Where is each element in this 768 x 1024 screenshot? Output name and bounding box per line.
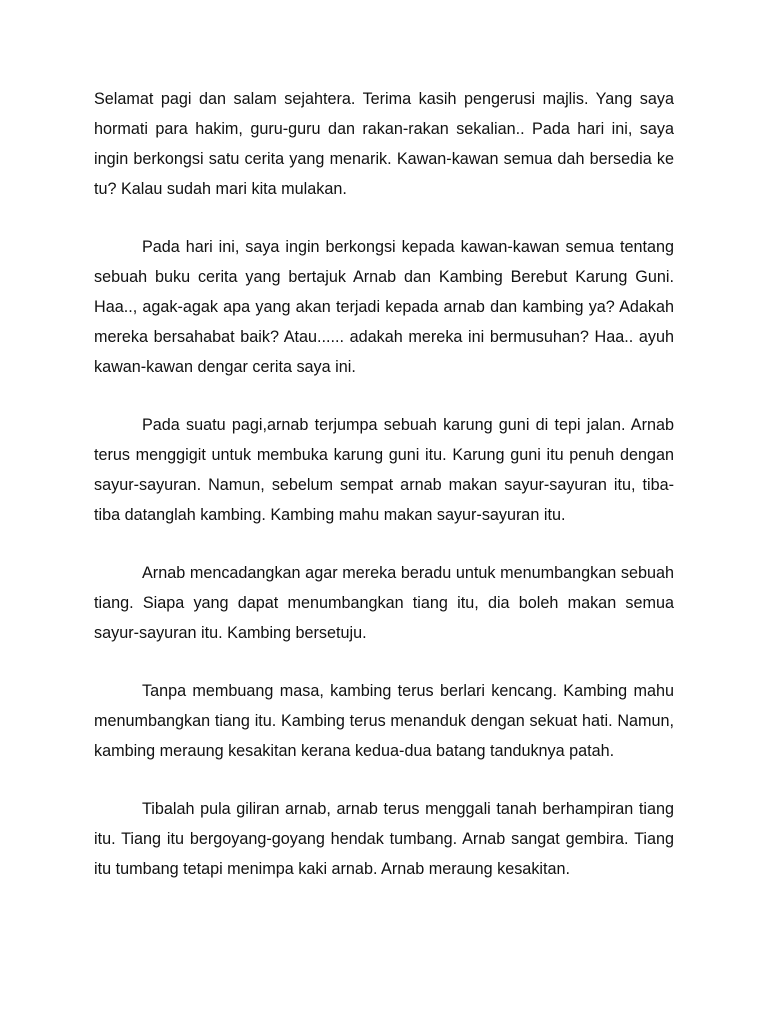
paragraph-story-start: Pada suatu pagi,arnab terjumpa sebuah karung guni di tepi jalan. Arnab terus menggigit untuk membuka karung guni itu. Karung guni itu penuh dengan sayur-sayuran. Namun, sebelum sempat arnab makan sayur-sayuran itu, tiba-tiba datanglah kambing. Kambing mahu makan sayur-sayuran itu. (94, 416, 674, 524)
paragraph-introduction: Pada hari ini, saya ingin berkongsi kepada kawan-kawan semua tentang sebuah buku cerita yang bertajuk Arnab dan Kambing Berebut Karung Guni. Haa.., agak-agak apa yang akan terjadi kepada arnab dan kambing ya? Adakah mereka bersahabat baik? Atau...... adakah mereka ini bermusuhan? Haa.. ayuh kawan-kawan dengar cerita saya ini. (94, 238, 674, 376)
paragraph-challenge: Arnab mencadangkan agar mereka beradu untuk menumbangkan sebuah tiang. Siapa yang dapat menumbangkan tiang itu, dia boleh makan semua sayur-sayuran itu. Kambing bersetuju. (94, 564, 674, 642)
paragraph-goat-attempt: Tanpa membuang masa, kambing terus berlari kencang. Kambing mahu menumbangkan tiang itu. Kambing terus menanduk dengan sekuat hati. Namun, kambing meraung kesakitan kerana kedua-dua batang tanduknya patah. (94, 682, 674, 760)
document-body (94, 84, 674, 912)
paragraph-greeting: Selamat pagi dan salam sejahtera. Terima kasih pengerusi majlis. Yang saya hormati para hakim, guru-guru dan rakan-rakan sekalian.. Pada hari ini, saya ingin berkongsi satu cerita yang menarik. Kawan-kawan semua dah bersedia ke tu? Kalau sudah mari kita mulakan. (94, 90, 674, 198)
paragraph-rabbit-attempt: Tibalah pula giliran arnab, arnab terus menggali tanah berhampiran tiang itu. Tiang itu bergoyang-goyang hendak tumbang. Arnab sangat gembira. Tiang itu tumbang tetapi menimpa kaki arnab. Arnab meraung kesakitan. (94, 800, 674, 878)
